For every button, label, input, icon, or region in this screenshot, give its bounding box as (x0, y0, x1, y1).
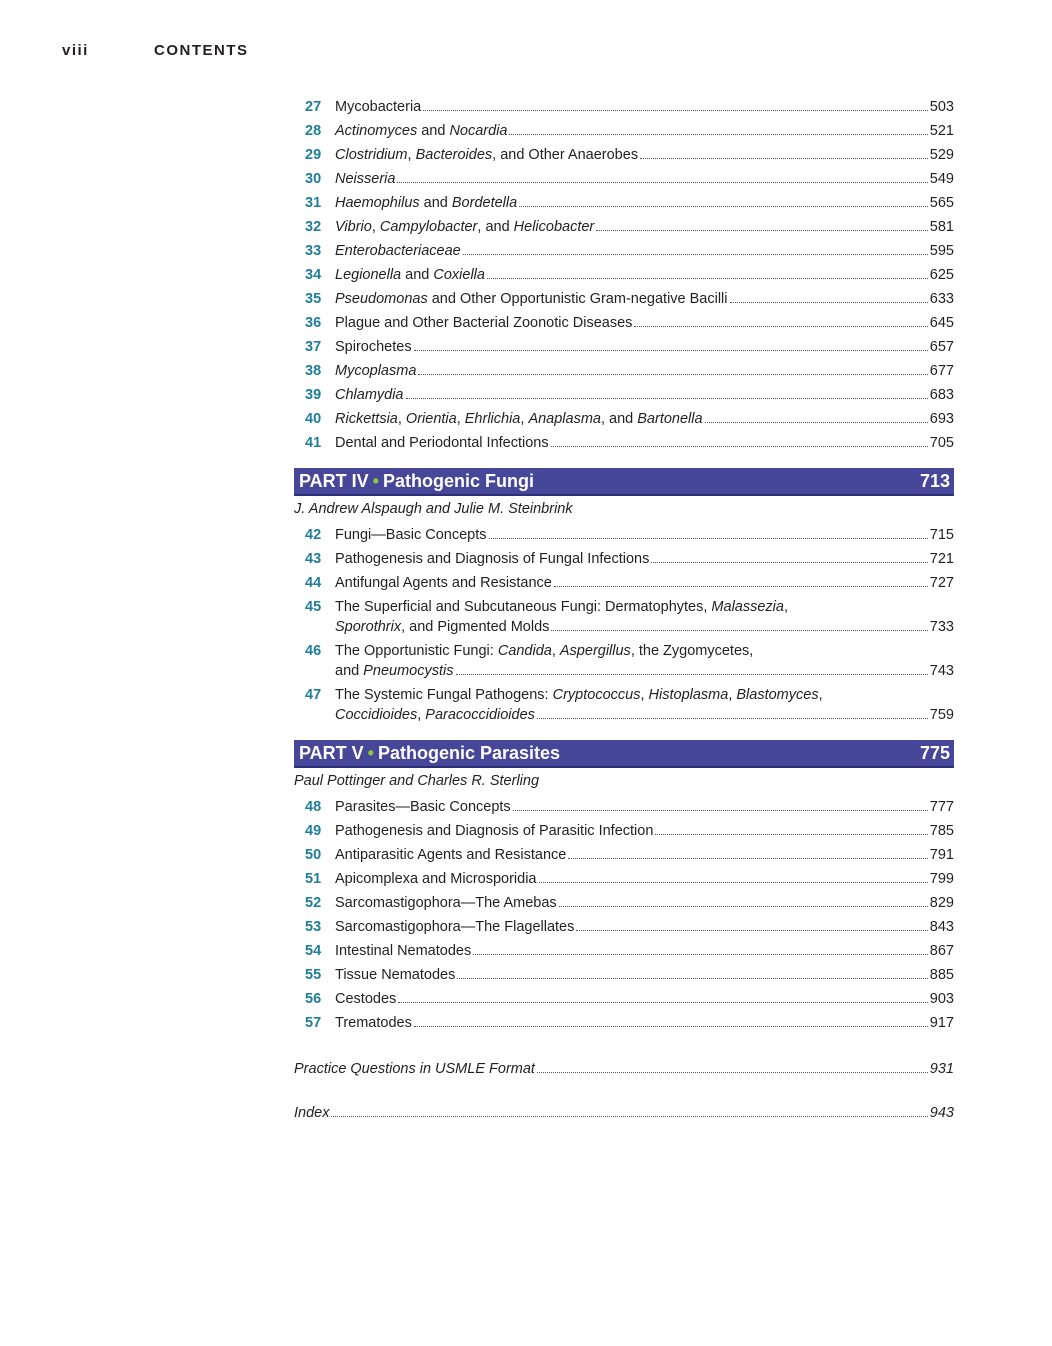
dot-leader (651, 562, 927, 563)
part-iv-authors: J. Andrew Alspaugh and Julie M. Steinbrink (294, 501, 573, 517)
chapter-page: 885 (929, 967, 954, 983)
chapter-page: 903 (929, 991, 954, 1007)
chapter-page: 743 (929, 663, 954, 679)
dot-leader (414, 1026, 928, 1027)
chapter-number: 47 (305, 687, 322, 703)
dot-leader (655, 834, 927, 835)
chapter-entry[interactable] (294, 941, 954, 961)
dot-leader (473, 954, 928, 955)
chapter-title: Neisseria (335, 171, 396, 187)
chapter-title: Sarcomastigophora—The Flagellates (335, 919, 575, 935)
chapter-page: 633 (929, 291, 954, 307)
chapter-number: 36 (305, 315, 322, 331)
chapter-title: Sarcomastigophora—The Amebas (335, 895, 557, 911)
part-v-name: Pathogenic Parasites (377, 742, 561, 763)
chapter-page: 733 (929, 619, 954, 635)
dot-leader (406, 398, 928, 399)
chapter-number: 28 (305, 123, 322, 139)
chapter-title: Parasites—Basic Concepts (335, 799, 511, 815)
chapter-number: 31 (305, 195, 322, 211)
chapter-number: 29 (305, 147, 322, 163)
dot-leader (596, 230, 928, 231)
chapter-page: 867 (929, 943, 954, 959)
chapter-entry[interactable] (294, 265, 954, 285)
chapter-number: 55 (305, 967, 322, 983)
chapter-title: Chlamydia (335, 387, 404, 403)
chapter-entry[interactable] (294, 989, 954, 1009)
chapter-entry[interactable] (294, 241, 954, 261)
page-folio: viii (62, 42, 89, 59)
chapter-page: 581 (929, 219, 954, 235)
chapter-page: 917 (929, 1015, 954, 1031)
chapter-number: 39 (305, 387, 322, 403)
backmatter-title: Practice Questions in USMLE Format (294, 1061, 535, 1077)
chapter-entry[interactable] (294, 145, 954, 165)
dot-leader (418, 374, 927, 375)
chapter-page: 693 (929, 411, 954, 427)
chapter-title: Tissue Nematodes (335, 967, 456, 983)
chapter-number: 27 (305, 99, 322, 115)
dot-leader (537, 1072, 928, 1073)
chapter-entry[interactable] (294, 121, 954, 141)
chapter-number: 48 (305, 799, 322, 815)
dot-leader (519, 206, 928, 207)
chapter-page: 677 (929, 363, 954, 379)
chapter-title: Apicomplexa and Microsporidia (335, 871, 537, 887)
chapter-title: Cestodes (335, 991, 397, 1007)
backmatter-entry-practice-questions[interactable] (294, 1059, 954, 1079)
dot-leader (398, 1002, 928, 1003)
dot-leader (568, 858, 927, 859)
chapter-page: 829 (929, 895, 954, 911)
chapter-number: 32 (305, 219, 322, 235)
chapter-number: 49 (305, 823, 322, 839)
chapter-title: Rickettsia, Orientia, Ehrlichia, Anaplasma, and Bartonella (335, 411, 703, 427)
chapter-entry[interactable] (294, 797, 954, 817)
chapter-page: 595 (929, 243, 954, 259)
part-iv-label: PART IV (299, 470, 369, 491)
part-iv-page: 713 (919, 470, 950, 491)
chapter-title-line: The Systemic Fungal Pathogens: Cryptococcus, Histoplasma, Blastomyces, (335, 687, 823, 703)
dot-leader (456, 674, 928, 675)
dot-leader (331, 1116, 927, 1117)
chapter-page: 715 (929, 527, 954, 543)
chapter-title: Antifungal Agents and Resistance (335, 575, 552, 591)
chapter-title: and Pneumocystis (335, 663, 454, 679)
chapter-number: 41 (305, 435, 322, 451)
chapter-entry[interactable] (294, 217, 954, 237)
chapter-entry[interactable] (294, 409, 954, 429)
backmatter-page: 931 (929, 1061, 954, 1077)
part-iv-heading[interactable] (294, 468, 954, 496)
chapter-number: 40 (305, 411, 322, 427)
dot-leader (414, 350, 928, 351)
dot-leader (513, 810, 928, 811)
chapter-entry[interactable] (294, 641, 954, 681)
chapter-entry[interactable] (294, 193, 954, 213)
chapter-number: 35 (305, 291, 322, 307)
dot-leader (397, 182, 927, 183)
chapter-title: Vibrio, Campylobacter, and Helicobacter (335, 219, 595, 235)
chapter-title: Dental and Periodontal Infections (335, 435, 549, 451)
part-v-title (299, 743, 560, 764)
chapter-title: Spirochetes (335, 339, 412, 355)
chapter-entry[interactable] (294, 869, 954, 889)
part-v-authors: Paul Pottinger and Charles R. Sterling (294, 773, 540, 789)
chapter-page: 503 (929, 99, 954, 115)
chapter-entry[interactable] (294, 845, 954, 865)
chapter-page: 791 (929, 847, 954, 863)
chapter-title-line: The Opportunistic Fungi: Candida, Aspergillus, the Zygomycetes, (335, 643, 754, 659)
dot-leader (634, 326, 927, 327)
chapter-title: Trematodes (335, 1015, 412, 1031)
chapter-number: 56 (305, 991, 322, 1007)
dot-leader (730, 302, 928, 303)
section-title: CONTENTS (154, 42, 249, 59)
chapter-entry[interactable] (294, 289, 954, 309)
chapter-list-part-v (294, 797, 954, 1033)
running-head (62, 42, 249, 59)
chapter-number: 50 (305, 847, 322, 863)
chapter-title: Fungi—Basic Concepts (335, 527, 487, 543)
part-v-page: 775 (919, 742, 950, 763)
dot-leader (705, 422, 928, 423)
chapter-page: 777 (929, 799, 954, 815)
chapter-number: 53 (305, 919, 322, 935)
dot-leader (551, 446, 928, 447)
chapter-title: Mycobacteria (335, 99, 422, 115)
dot-leader (539, 882, 928, 883)
dot-leader (463, 254, 928, 255)
chapter-page: 645 (929, 315, 954, 331)
chapter-page: 785 (929, 823, 954, 839)
chapter-title: Sporothrix, and Pigmented Molds (335, 619, 550, 635)
chapter-entry[interactable] (294, 337, 954, 357)
chapter-number: 34 (305, 267, 322, 283)
chapter-entry[interactable] (294, 893, 954, 913)
dot-leader (537, 718, 928, 719)
chapter-number: 37 (305, 339, 322, 355)
backmatter-entry-index[interactable] (294, 1103, 954, 1123)
chapter-title: Enterobacteriaceae (335, 243, 461, 259)
dot-leader (554, 586, 928, 587)
table-of-contents (294, 97, 954, 1123)
chapter-entry[interactable] (294, 433, 954, 453)
chapter-title: Pathogenesis and Diagnosis of Parasitic Infection (335, 823, 654, 839)
chapter-number: 42 (305, 527, 322, 543)
chapter-entry[interactable] (294, 965, 954, 985)
chapter-page: 549 (929, 171, 954, 187)
chapter-entry[interactable] (294, 573, 954, 593)
chapter-title: Antiparasitic Agents and Resistance (335, 847, 567, 863)
chapter-page: 843 (929, 919, 954, 935)
chapter-entry[interactable] (294, 917, 954, 937)
chapter-page: 657 (929, 339, 954, 355)
chapter-title: Haemophilus and Bordetella (335, 195, 518, 211)
chapter-number: 45 (305, 599, 322, 615)
chapter-number: 38 (305, 363, 322, 379)
chapter-page: 721 (929, 551, 954, 567)
chapter-title: Coccidioides, Paracoccidioides (335, 707, 535, 723)
chapter-page: 727 (929, 575, 954, 591)
chapter-title: Legionella and Coxiella (335, 267, 485, 283)
backmatter-title: Index (294, 1105, 330, 1121)
part-v-label: PART V (299, 742, 364, 763)
chapter-entry[interactable] (294, 685, 954, 725)
chapter-title: Pathogenesis and Diagnosis of Fungal Infections (335, 551, 650, 567)
chapter-title: Pseudomonas and Other Opportunistic Gram-negative Bacilli (335, 291, 728, 307)
chapter-entry[interactable] (294, 1013, 954, 1033)
dot-leader (559, 906, 928, 907)
chapter-title: Clostridium, Bacteroides, and Other Anaerobes (335, 147, 639, 163)
chapter-entry[interactable] (294, 97, 954, 117)
dot-leader (509, 134, 927, 135)
part-v-heading[interactable] (294, 740, 954, 768)
part-iv-name: Pathogenic Fungi (382, 470, 534, 491)
chapter-title: Intestinal Nematodes (335, 943, 472, 959)
dot-leader (457, 978, 927, 979)
chapter-page: 521 (929, 123, 954, 139)
dot-leader (489, 538, 928, 539)
part-bullet-icon: • (372, 470, 379, 491)
chapter-entry[interactable] (294, 385, 954, 405)
chapter-list-part-iii (294, 97, 954, 453)
chapter-page: 799 (929, 871, 954, 887)
chapter-entry[interactable] (294, 525, 954, 545)
chapter-page: 759 (929, 707, 954, 723)
chapter-number: 44 (305, 575, 322, 591)
part-iv-title (299, 471, 534, 492)
chapter-title: Mycoplasma (335, 363, 417, 379)
dot-leader (551, 630, 927, 631)
dot-leader (640, 158, 928, 159)
chapter-entry[interactable] (294, 549, 954, 569)
chapter-title: Actinomyces and Nocardia (335, 123, 508, 139)
chapter-entry[interactable] (294, 597, 954, 637)
backmatter-page: 943 (929, 1105, 954, 1121)
chapter-number: 54 (305, 943, 322, 959)
chapter-page: 705 (929, 435, 954, 451)
dot-leader (423, 110, 928, 111)
chapter-page: 683 (929, 387, 954, 403)
chapter-number: 43 (305, 551, 322, 567)
chapter-entry[interactable] (294, 313, 954, 333)
chapter-page: 565 (929, 195, 954, 211)
chapter-number: 46 (305, 643, 322, 659)
dot-leader (576, 930, 927, 931)
chapter-number: 51 (305, 871, 322, 887)
chapter-list-part-iv (294, 525, 954, 725)
chapter-number: 33 (305, 243, 322, 259)
chapter-number: 52 (305, 895, 322, 911)
part-bullet-icon: • (367, 742, 374, 763)
dot-leader (487, 278, 928, 279)
chapter-page: 529 (929, 147, 954, 163)
chapter-page: 625 (929, 267, 954, 283)
chapter-entry[interactable] (294, 821, 954, 841)
chapter-number: 30 (305, 171, 322, 187)
chapter-entry[interactable] (294, 169, 954, 189)
chapter-number: 57 (305, 1015, 322, 1031)
chapter-entry[interactable] (294, 361, 954, 381)
chapter-title-line: The Superficial and Subcutaneous Fungi: Dermatophytes, Malassezia, (335, 599, 788, 615)
chapter-title: Plague and Other Bacterial Zoonotic Diseases (335, 315, 633, 331)
